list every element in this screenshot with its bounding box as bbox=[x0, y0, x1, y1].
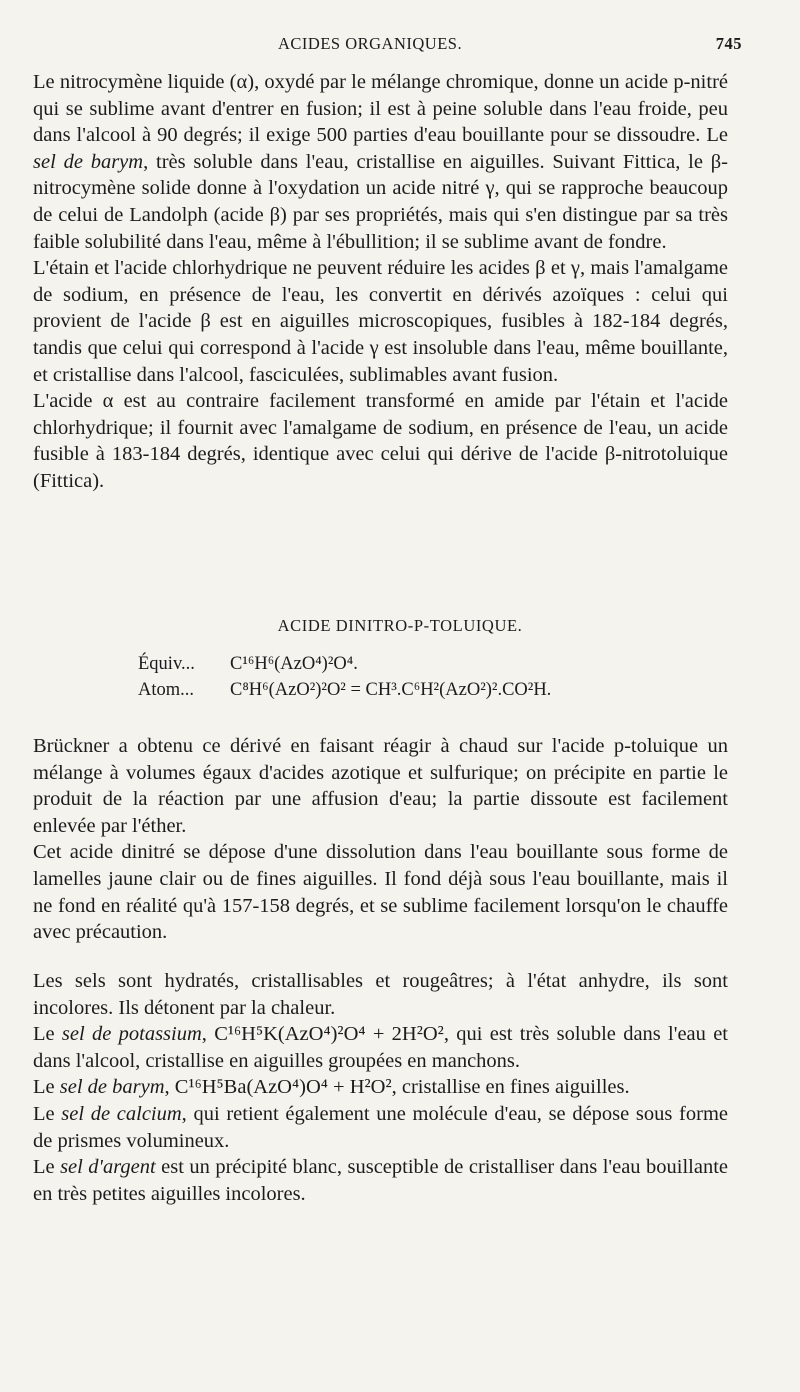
formula-equiv bbox=[138, 651, 551, 677]
paragraph-text: , très soluble dans l'eau, cristallise en aiguilles. Suivant Fittica, le β-nitrocymène solide donne à l'oxydation un acide nitré γ, qui se rapproche beaucoup de celui de Landolph (acide β) par ses propriétés, mais qui s'en distingue par sa très faible solubilité dans l'eau, même à l'ébullition; il se sublime avant de fondre. bbox=[33, 150, 728, 253]
paragraph-text: , C¹⁶H⁵K(AzO⁴)²O⁴ + 2H²O², qui est très soluble dans l'eau et dans l'alcool, cristallise en aiguilles groupées en manchons. bbox=[33, 1023, 728, 1072]
paragraph bbox=[33, 1021, 728, 1074]
formula-value: C⁸H⁶(AzO²)²O² = CH³.C⁶H²(AzO²)².CO²H. bbox=[230, 680, 552, 700]
page-number: 745 bbox=[715, 34, 742, 53]
text-block-preparation bbox=[33, 733, 728, 946]
italic-term: sel de barym bbox=[33, 150, 144, 173]
paragraph-text: Le bbox=[33, 1076, 60, 1099]
paragraph bbox=[33, 1074, 728, 1101]
text-block-salts bbox=[33, 968, 728, 1207]
italic-term: sel d'argent bbox=[60, 1156, 156, 1179]
paragraph-text: Le bbox=[33, 1156, 61, 1179]
italic-term: sel de calcium bbox=[61, 1102, 182, 1125]
paragraph-text: Le nitrocymène liquide (α), oxydé par le mélange chromique, donne un acide p-nitré qui se sublime avant d'entrer en fusion; il est à peine soluble dans l'eau froide, peu dans l'alcool à 90 degrés; il exige 500 parties d'eau bouillante pour se dissoudre. Le bbox=[33, 71, 728, 147]
paragraph: Les sels sont hydratés, cristallisables et rougeâtres; à l'état anhydre, ils sont incolores. Ils détonent par la chaleur. bbox=[33, 970, 728, 1019]
formula-value: C¹⁶H⁶(AzO⁴)²O⁴. bbox=[230, 654, 358, 674]
paragraph: Cet acide dinitré se dépose d'une dissolution dans l'eau bouillante sous forme de lamelles jaune clair ou de fines aiguilles. Il fond déjà sous l'eau bouillante, mais il ne fond en réalité qu'à 157-158 degrés, et se sublime facilement lorsqu'on le chauffe avec précaution. bbox=[33, 841, 728, 944]
paragraph: L'acide α est au contraire facilement transformé en amide par l'étain et l'acide chlorhydrique; il fournit avec l'amalgame de sodium, en présence de l'eau, un acide fusible à 183-184 degrés, identique avec celui qui dérive de l'acide β-nitrotoluique (Fittica). bbox=[33, 390, 728, 492]
paragraph-text: Le bbox=[33, 1102, 62, 1125]
paragraph bbox=[33, 1101, 728, 1154]
paragraph bbox=[33, 69, 728, 255]
running-header bbox=[30, 34, 742, 58]
paragraph-text: , qui retient également une molécule d'eau, se dépose sous forme de prismes volumineux. bbox=[33, 1102, 728, 1152]
running-title: ACIDES ORGANIQUES. bbox=[278, 34, 463, 53]
italic-term: sel de barym bbox=[59, 1076, 165, 1099]
text-block-nitrocymene bbox=[33, 69, 728, 495]
paragraph bbox=[33, 1154, 728, 1207]
formula-label: Équiv... bbox=[138, 654, 195, 674]
formula-atom bbox=[138, 677, 551, 703]
formula-block bbox=[138, 651, 551, 703]
paragraph-text: Le bbox=[33, 1023, 62, 1046]
formula-label: Atom... bbox=[138, 680, 195, 700]
section-heading: ACIDE DINITRO-P-TOLUIQUE. bbox=[277, 616, 523, 635]
italic-term: sel de potassium bbox=[61, 1023, 202, 1046]
paragraph-text: est un précipité blanc, susceptible de cristalliser dans l'eau bouillante en très petites aiguilles incolores. bbox=[33, 1156, 728, 1205]
paragraph-text: , C¹⁶H⁵Ba(AzO⁴)O⁴ + H²O², cristallise en fines aiguilles. bbox=[164, 1076, 630, 1099]
paragraph: L'étain et l'acide chlorhydrique ne peuvent réduire les acides β et γ, mais l'amalgame de sodium, en présence de l'eau, les convertit en dérivés azoïques : celui qui provient de l'acide β est en aiguilles microscopiques, fusibles à 182-184 degrés, tandis que celui qui correspond à l'acide γ est insoluble dans l'eau, même bouillante, et cristallise dans l'alcool, fasciculées, sublimables avant fusion. bbox=[33, 257, 728, 386]
paragraph: Brückner a obtenu ce dérivé en faisant réagir à chaud sur l'acide p-toluique un mélange à volumes égaux d'acides azotique et sulfurique; on précipite en partie le produit de la réaction par une affusion d'eau; la partie dissoute est facilement enlevée par l'éther. bbox=[33, 735, 728, 837]
